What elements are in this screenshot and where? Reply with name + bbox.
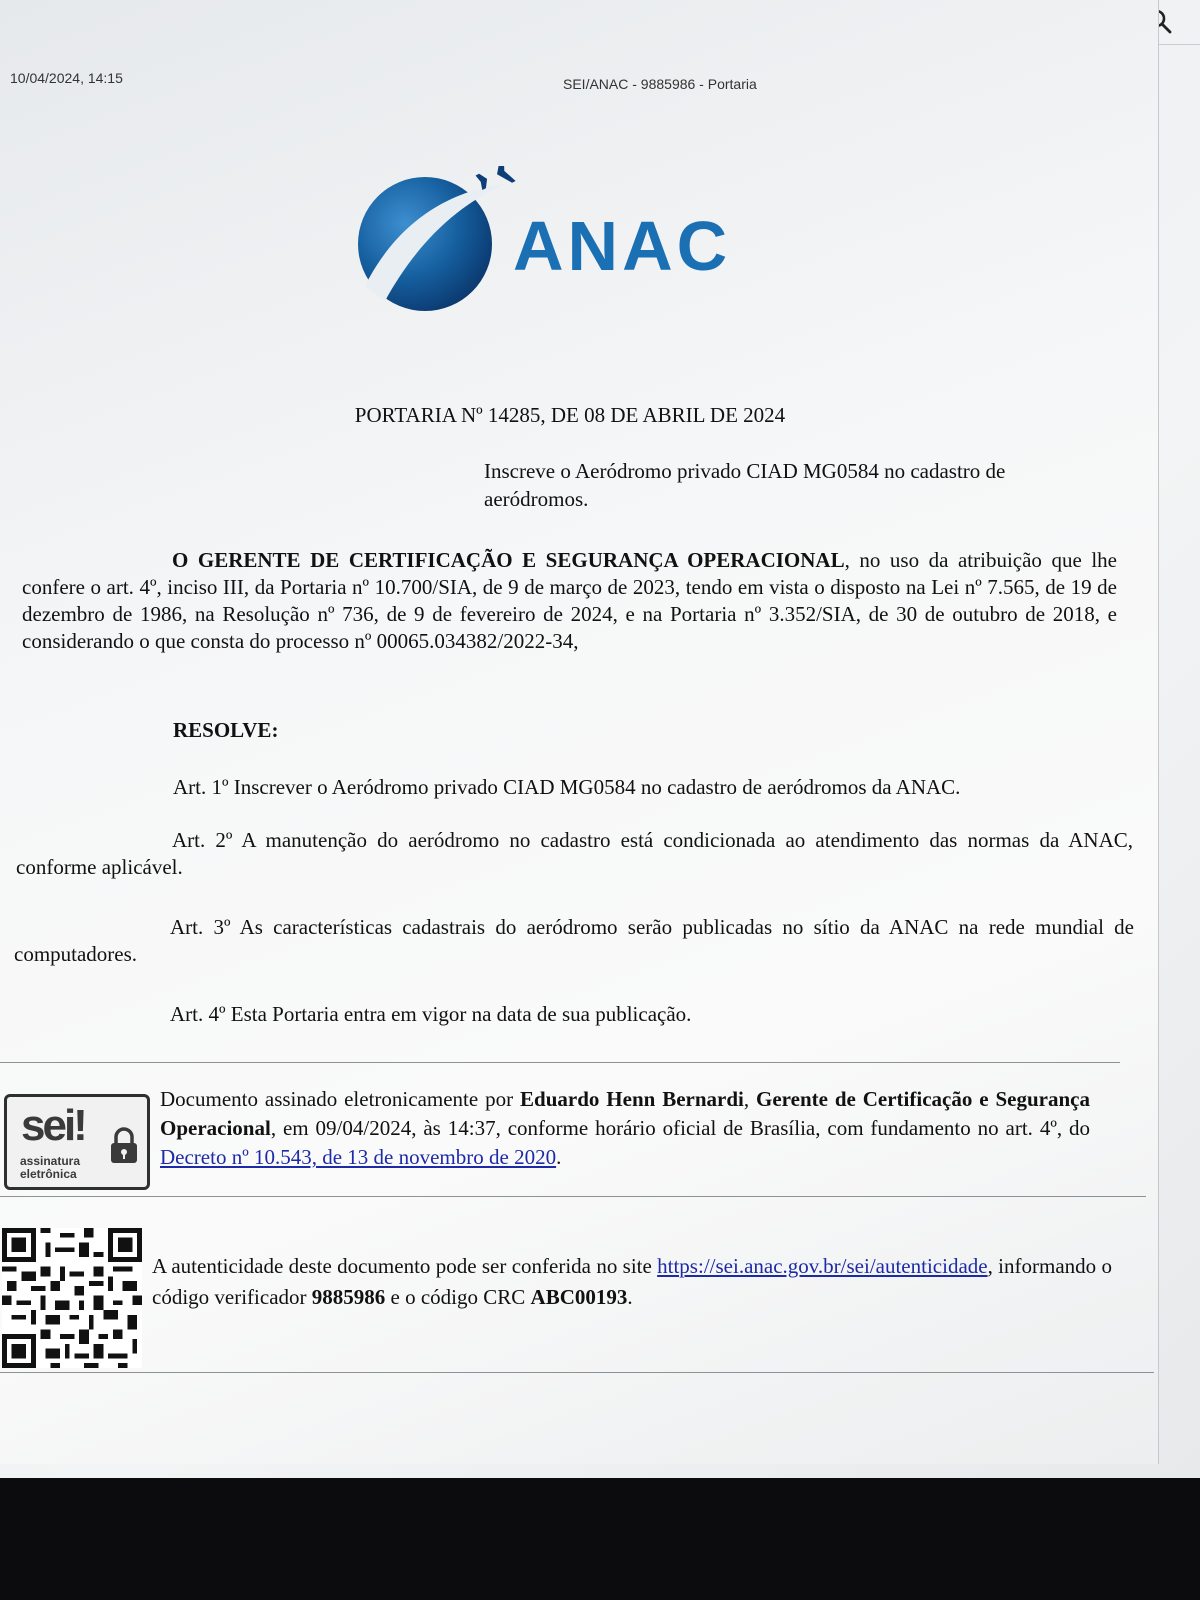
auth-middle: , informando o código verificador <box>152 1254 1112 1309</box>
auth-prefix: A autenticidade deste documento pode ser conferida no site <box>152 1254 658 1278</box>
signature-role-sep: , <box>743 1087 757 1111</box>
divider-top <box>0 1062 1120 1063</box>
preamble-text: , no uso da atribuição que lhe confere o art. 4º, inciso III, da Portaria nº 10.700/SIA, de 9 de março de 2023, tendo em vista o disposto na Lei nº 7.565, de 19 de dezembro de 1986, na Resolução nº 736, de 9 de fevereiro de 2024, e na Portaria nº 3.352/SIA, de 30 de outubro de 2018, e considerando o que consta do processo nº 00065.034382/2022-34, <box>22 548 1117 653</box>
anac-logo <box>355 166 785 312</box>
lock-icon <box>109 1127 139 1165</box>
signature-prefix: Documento assinado eletronicamente por <box>160 1087 521 1111</box>
divider-bottom <box>0 1372 1154 1373</box>
print-doc-reference: SEI/ANAC - 9885986 - Portaria <box>563 76 757 92</box>
preamble-paragraph <box>22 547 1117 655</box>
print-datetime: 10/04/2024, 14:15 <box>10 70 123 86</box>
qr-code[interactable] <box>2 1228 142 1368</box>
authenticity-statement <box>152 1251 1112 1313</box>
signature-statement <box>160 1085 1090 1172</box>
print-header <box>10 70 1098 94</box>
article-3 <box>14 914 1134 968</box>
signer-role: Gerente de Certificação e Segurança Operacional <box>160 1087 1090 1140</box>
auth-suffix: . <box>627 1285 633 1309</box>
signature-middle: , em 09/04/2024, às 14:37, conforme horário oficial de Brasília, com fundamento no art. 4º, do <box>270 1116 1090 1140</box>
article-2-text: Art. 2º A manutenção do aeródromo no cadastro está condicionada ao atendimento das normas da ANAC, conforme aplicável. <box>16 828 1133 879</box>
crc-code: ABC00193 <box>530 1285 628 1309</box>
logo-text: ANAC <box>513 207 732 285</box>
preamble-authority: O GERENTE DE CERTIFICAÇÃO E SEGURANÇA OPERACIONAL <box>172 548 845 572</box>
sei-signature-badge <box>4 1094 150 1190</box>
article-2 <box>16 827 1133 881</box>
signer-name: Eduardo Henn Bernardi <box>520 1087 744 1111</box>
divider-middle <box>0 1196 1146 1197</box>
screen-bezel <box>0 1478 1200 1600</box>
verifier-code: 9885986 <box>311 1285 386 1309</box>
article-4: Art. 4º Esta Portaria entra em vigor na data de sua publicação. <box>170 1002 692 1026</box>
resolve-heading: RESOLVE: <box>173 718 279 742</box>
document-title: PORTARIA Nº 14285, DE 08 DE ABRIL DE 2024 <box>354 403 786 427</box>
decree-link[interactable]: Decreto nº 10.543, de 13 de novembro de 2020 <box>160 1145 557 1169</box>
auth-middle2: e o código CRC <box>385 1285 531 1309</box>
sei-logo-text: sei! <box>21 1101 85 1150</box>
signature-suffix: . <box>556 1145 562 1169</box>
article-1: Art. 1º Inscrever o Aeródromo privado CIAD MG0584 no cadastro de aeródromos da ANAC. <box>173 775 961 799</box>
sei-badge-caption: assinatura eletrônica <box>20 1154 81 1181</box>
document-ementa: Inscreve o Aeródromo privado CIAD MG0584 no cadastro de aeródromos. <box>484 459 1006 511</box>
article-3-text: Art. 3º As características cadastrais do aeródromo serão publicadas no sítio da ANAC na rede mundial de computadores. <box>14 915 1134 966</box>
authenticity-link[interactable]: https://sei.anac.gov.br/sei/autenticidade <box>657 1254 988 1278</box>
